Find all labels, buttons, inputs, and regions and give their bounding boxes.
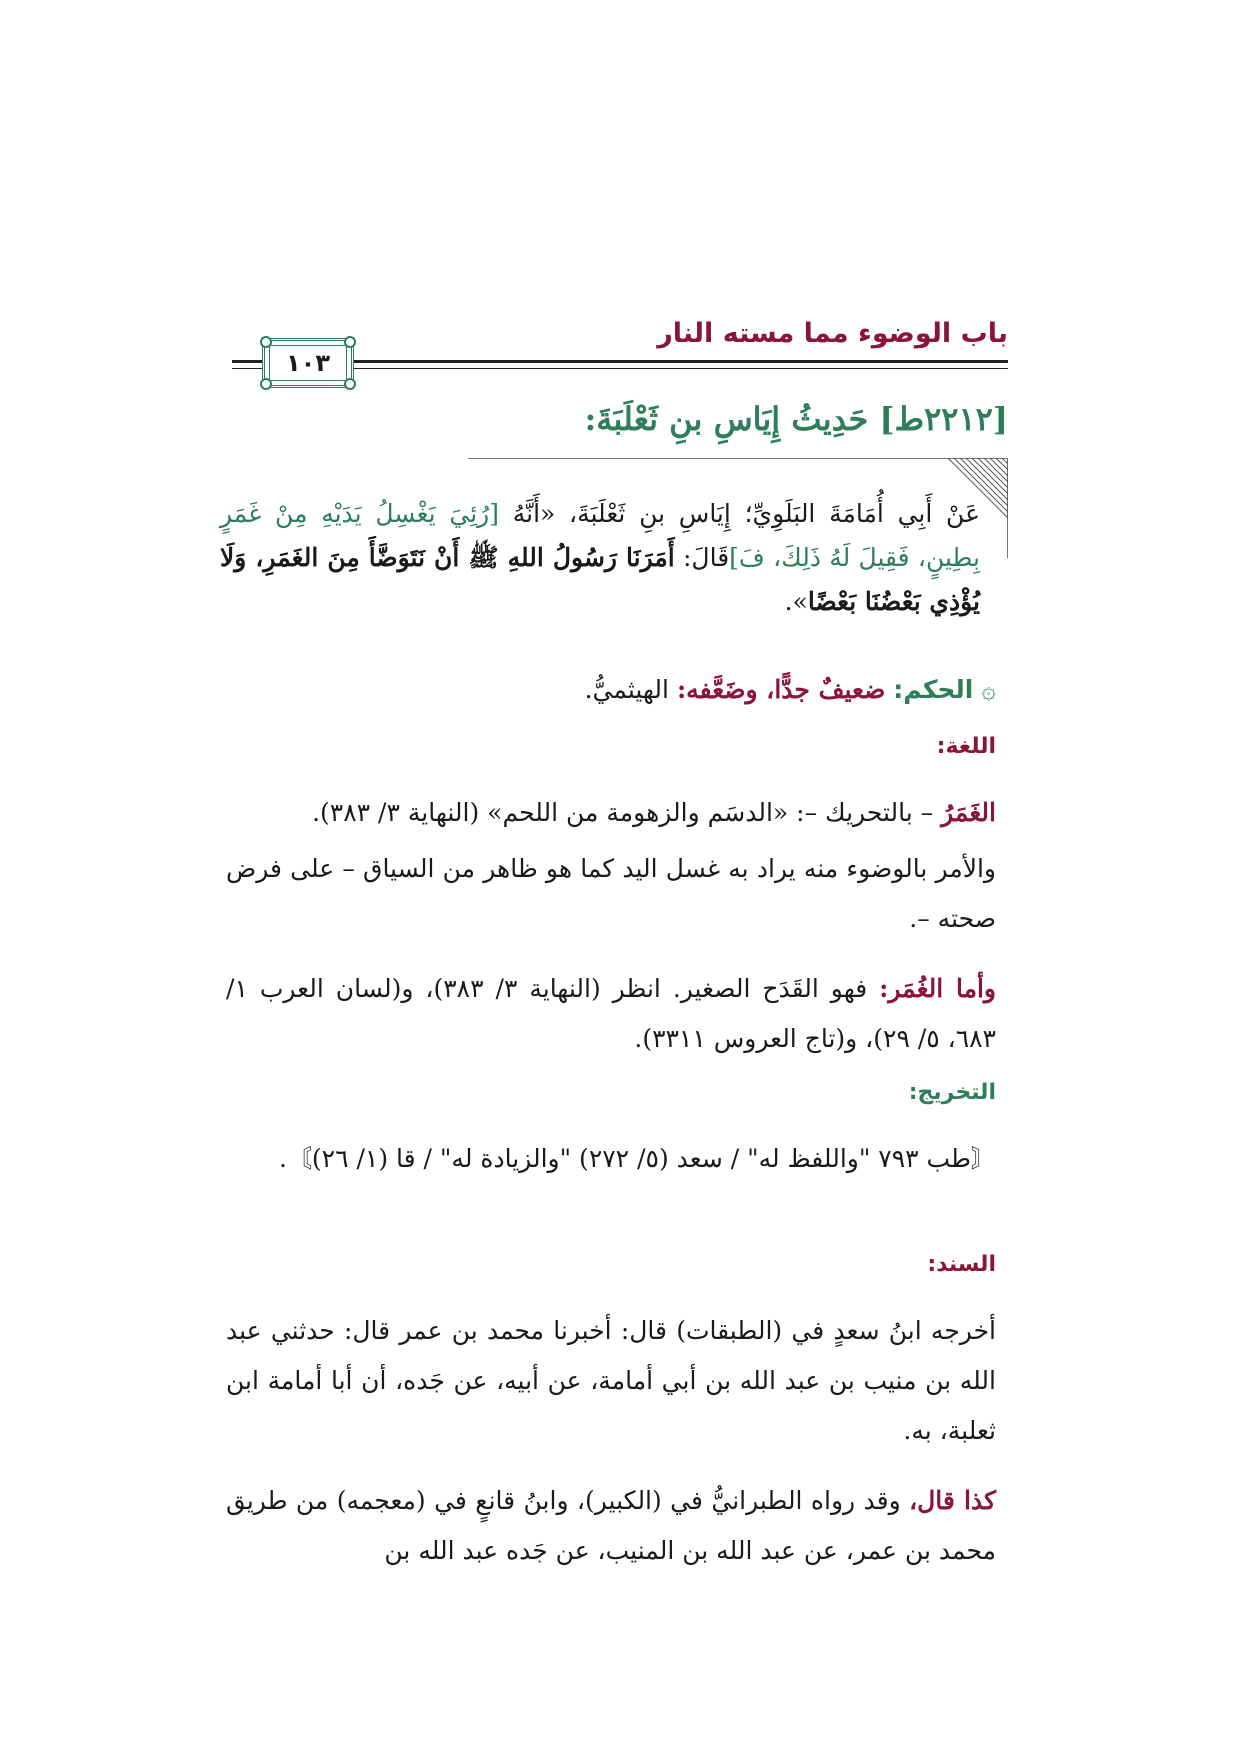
page-number-badge: [262, 338, 354, 388]
sanad-text-2: وقد رواه الطبرانيُّ في (الكبير)، وابنُ قانعٍ في (معجمه) من طريق محمد بن عمر، عن عبد الله بن المنيب، عن جَده عبد الله بن: [226, 1486, 996, 1565]
badge-corner-ornament: [260, 378, 272, 390]
ruling-line: [226, 668, 996, 712]
hadith-matn: أَمَرَنَا رَسُولُ اللهِ ﷺ أَنْ نَتَوَضَّأَ مِنَ الغَمَرِ، وَلَا يُؤْذِي بَعْضُنَا بَعْضًا: [220, 543, 980, 616]
hadith-chain: عَنْ أَبِي أُمَامَةَ البَلَوِيِّ؛ إِيَاسِ بنِ ثَعْلَبَةَ، «أَنَّهُ: [498, 499, 980, 528]
badge-corner-ornament: [260, 336, 272, 348]
ruling-by: الهيثميُّ.: [584, 675, 669, 704]
hadith-qala: قَالَ:: [674, 543, 730, 572]
ruling-verdict: ضعيفٌ جدًّا، وضَعَّفه:: [676, 675, 886, 704]
ruling-label: الحكم:: [893, 675, 974, 704]
section-heading-takhrij: التخريج:: [908, 1080, 996, 1105]
lugha-paragraph-1: [226, 788, 996, 838]
ornament-icon: ۞: [981, 675, 996, 704]
lugha-term-ghumar: وأما الغُمَر:: [879, 974, 996, 1003]
lugha-definition-1: – بالتحريك –: «الدسَم والزهومة من اللحم» (النهاية ٣/ ٣٨٣).: [312, 798, 942, 827]
sanad-paragraph-1: أخرجه ابنُ سعدٍ في (الطبقات) قال: أخبرنا محمد بن عمر قال: حدثني عبد الله بن منيب بن عبد الله بن أبي أمامة، عن أبيه، عن جَده، أن أبا أمامة ابن ثعلبة، به.: [226, 1316, 996, 1445]
lugha-paragraph-3: [226, 964, 996, 1064]
hadith-title: حَدِيثُ إِيَاسِ بنِ ثَعْلَبَةَ:: [584, 400, 869, 438]
hadith-heading: [228, 400, 1008, 438]
takhrij-paragraph: 〘طب ٧٩٣ "واللفظ له" / سعد (٥/ ٢٧٢) "والزيادة له" / قا (١/ ٢٦)〙.: [278, 1144, 996, 1173]
hadith-addition: [رُئِيَ يَغْسِلُ يَدَيْهِ مِنْ غَمَرٍ بِطِينٍ، فَقِيلَ لَهُ ذَلِكَ، فَ]: [220, 499, 980, 572]
lugha-term-ghamar: الغَمَرُ: [941, 798, 996, 827]
lugha-paragraph-2: والأمر بالوضوء منه يراد به غسل اليد كما هو ظاهر من السياق – على فرض صحته –.: [226, 854, 996, 933]
page-number: ١٠٣: [286, 349, 330, 377]
badge-corner-ornament: [344, 378, 356, 390]
section-heading-sanad: السند:: [927, 1252, 996, 1277]
badge-corner-ornament: [344, 336, 356, 348]
sanad-paragraph-2: [226, 1476, 996, 1576]
sanad-term: كذا قال،: [909, 1486, 996, 1515]
hadith-end: ».: [784, 587, 808, 616]
running-title: باب الوضوء مما مسته النار: [657, 318, 1008, 349]
hadith-text: [220, 492, 980, 624]
section-heading-lugha: اللغة:: [936, 734, 996, 759]
lugha-definition-3: فهو القَدَح الصغير. انظر (النهاية ٣/ ٣٨٣)، و(لسان العرب ١/ ٦٨٣، ٥/ ٢٩)، و(تاج العروس ٣٣١١).: [226, 974, 996, 1053]
hadith-number: [٢٢١٢ط]: [879, 400, 1008, 438]
